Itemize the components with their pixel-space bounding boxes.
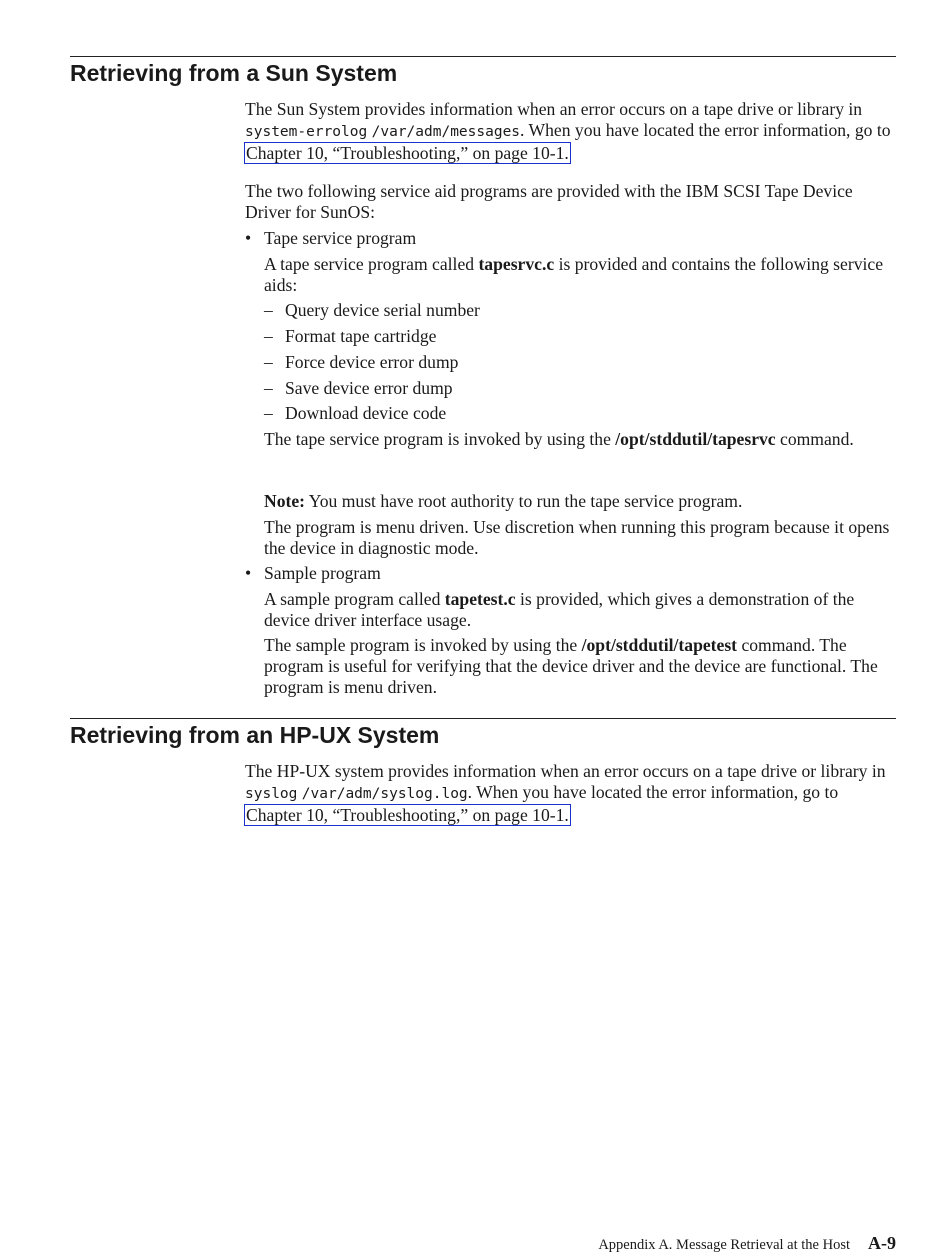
dash-marker: –	[264, 352, 273, 372]
text: The Sun System provides information when an error occurs on a tape drive or library in	[245, 99, 863, 119]
note-text: You must have root authority to run the tape service program.	[305, 491, 743, 511]
troubleshooting-link[interactable]: Chapter 10, “Troubleshooting,” on page 10-1.	[246, 804, 569, 825]
text: A sample program called	[264, 589, 445, 609]
service-aids-paragraph: The two following service aid programs are provided with the IBM SCSI Tape Device Driver for SunOS:	[245, 181, 853, 222]
code-text: system-errolog	[245, 123, 368, 140]
note	[264, 491, 898, 512]
menu-driven-paragraph: The program is menu driven. Use discretion when running this program because it opens the device in diagnostic mode.	[264, 517, 890, 558]
page-footer	[598, 1233, 896, 1254]
text: is provided and contains the following service aids:	[264, 254, 883, 295]
aid-label: Format tape cartridge	[285, 326, 437, 346]
text: command.	[775, 429, 854, 449]
page-number: A-9	[868, 1233, 896, 1253]
bullet-label: Tape service program	[264, 228, 417, 248]
tapesrvc-invoke-paragraph	[264, 429, 898, 450]
text: is provided, which gives a demonstration of the device driver interface usage.	[264, 589, 855, 630]
dash-marker: –	[264, 326, 273, 346]
bullet-label: Sample program	[264, 563, 381, 583]
code-text: /var/adm/syslog.log	[301, 785, 468, 802]
bullet-marker: •	[245, 228, 252, 248]
list-item	[264, 300, 916, 321]
footer-title: Appendix A. Message Retrieval at the Host	[598, 1237, 850, 1253]
dash-marker: –	[264, 378, 273, 398]
bullet-tape-service-program	[245, 228, 897, 249]
bullet-marker: •	[245, 563, 252, 583]
note-label: Note:	[264, 491, 306, 511]
code-text: syslog	[245, 785, 298, 802]
text: The sample program is invoked by using the	[264, 635, 582, 655]
text: The HP-UX system provides information when an error occurs on a tape drive or library in	[245, 761, 886, 781]
aid-label: Force device error dump	[285, 352, 459, 372]
dash-marker: –	[264, 403, 273, 423]
tapetest-invoke-paragraph	[264, 635, 898, 697]
section-divider	[70, 56, 896, 57]
list-item	[264, 378, 916, 399]
list-item	[264, 352, 916, 373]
text: A tape service program called	[264, 254, 479, 274]
aid-label: Download device code	[285, 403, 447, 423]
text: . When you have located the error information, go to	[520, 119, 891, 140]
dash-marker: –	[264, 300, 273, 320]
text: command. The program is useful for verifying that the device driver and the device are functional. The program is menu driven.	[264, 635, 878, 697]
aid-label: Query device serial number	[285, 300, 480, 320]
list-item	[264, 326, 916, 347]
text: The tape service program is invoked by using the	[264, 429, 616, 449]
section-divider	[70, 718, 896, 719]
list-item	[264, 403, 916, 424]
bold-filename: tapetest.c	[444, 589, 516, 609]
section-heading-hpux: Retrieving from an HP-UX System	[70, 722, 440, 748]
hpux-intro-paragraph	[245, 761, 897, 825]
bullet-sample-program	[245, 563, 897, 584]
code-text: /var/adm/messages	[371, 123, 521, 140]
sun-intro-paragraph	[245, 99, 897, 163]
aid-label: Save device error dump	[285, 378, 453, 398]
tapesrvc-description	[264, 254, 898, 296]
troubleshooting-link[interactable]: Chapter 10, “Troubleshooting,” on page 10-1.	[246, 142, 569, 163]
bold-command: /opt/stddutil/tapetest	[581, 635, 738, 655]
section-heading-sun: Retrieving from a Sun System	[70, 60, 398, 86]
bold-command: /opt/stddutil/tapesrvc	[615, 429, 776, 449]
bold-filename: tapesrvc.c	[478, 254, 555, 274]
tapetest-description	[264, 589, 898, 631]
text: . When you have located the error information, go to	[467, 781, 839, 802]
